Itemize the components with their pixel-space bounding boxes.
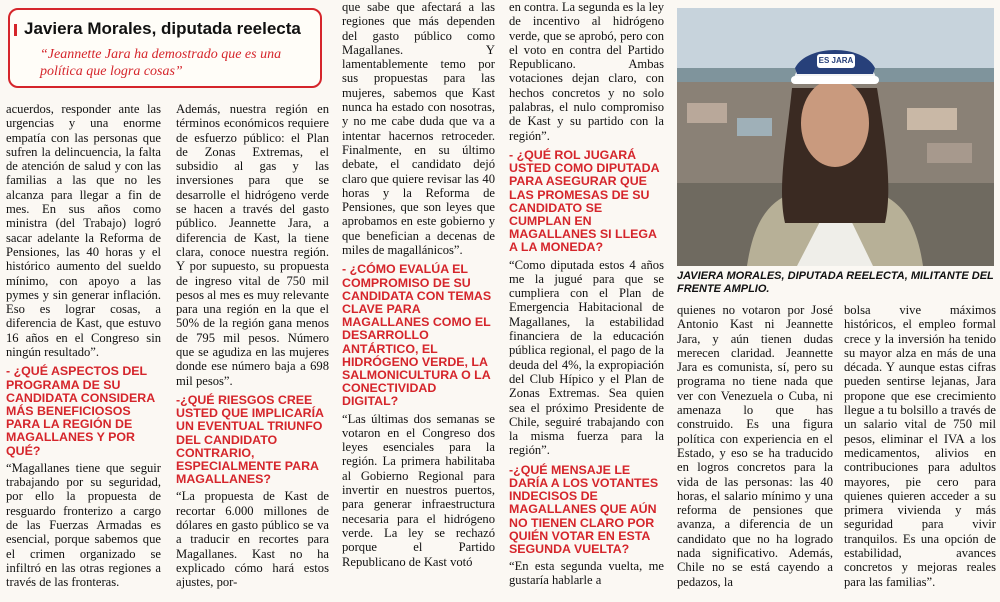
paragraph: “Como diputada estos 4 años me la jugué para que se cumpliera con el Plan de Emergencia Habitacional de Magallanes, la estabilidad financiera de la educación pública regional, el pago de la deuda del 4%, la expropiación del Club Hípico y el Plan de Zonas Extremas. Sea quien sea el próximo Presidente de Chile, seguiré trabajando con la misma fuerza para la región”. [509,257,664,458]
portrait-illustration [677,8,994,266]
paragraph: bolsa vive máximos históricos, el empleo formal crece y la inversión ha tenido su mayor alza en más de una década. Y aunque estas cifras pueden sentirse lejanas, Jara propone que ese crecimiento llegue a tu bolsillo a través de un salario vital de 750 mil pesos, eliminar el IVA a los medicamentos, alivios en contribuciones para adultos mayores, pie cero para quienes quieren acceder a su primera vivienda y más seguridad para vivir tranquilos. Es una opción de estabilidad, avances concretos y mejoras reales para las familias”. [844,303,996,589]
article-column-2 [176,102,329,591]
paragraph: quienes no votaron por José Antonio Kast ni Jeannette Jara, y aún tienen dudas merecen claridad. Jeannette Jara es comunista, sí, pero su programa no tiene nada que ver con Venezuela o Cuba, ni amenaza lo que has construido. Es una figura política con experiencia en el Estado, y eso se ha traducido en logros concretos para la vida de las personas: las 40 horas, el salario mínimo y una reforma de pensiones que avanza, a diferencia de un candidato que no ha logrado nada significativo. Además, Chile no se está cayendo a pedazos, la [677,303,833,589]
article-column-4 [509,0,664,590]
interview-question: - ¿QUÉ ASPECTOS DEL PROGRAMA DE SU CANDIDATA CONSIDERA MÁS BENEFICIOSOS PARA LA REGIÓN DE MAGALLANES Y POR QUÉ? [6,364,155,458]
article-column-3 [342,0,495,571]
paragraph: acuerdos, responder ante las urgencias y una enorme empatía con las personas que sufren la delincuencia, la falta de atención de salud y con las familias a las que no les alcanza para llegar a fin de mes. En sus años como ministra (del Trabajo) logró sacar adelante la Reforma de Pensiones, las 40 horas y el histórico aumento del sueldo mínimo, con apoyo a las pymes y sin generar inflación. Eso es lograr cosas, a diferencia de Kast, que estuvo 16 años en el Congreso sin ningún resultado”. [6,102,161,360]
photo-caption: JAVIERA MORALES, DIPUTADA REELECTA, MILITANTE DEL FRENTE AMPLIO. [677,270,994,295]
headline-title: Javiera Morales, diputada reelecta [24,19,301,38]
interview-question: -¿QUÉ RIESGOS CREE USTED QUE IMPLICARÍA UN EVENTUAL TRIUNFO DEL CANDIDATO CONTRARIO, ESPECIALMENTE PARA MAGALLANES? [176,392,324,487]
cap-text: ES JARA [818,56,854,65]
paragraph: “En esta segunda vuelta, me gustaría hablarle a [509,559,664,588]
paragraph: “La propuesta de Kast de recortar 6.000 millones de dólares en gasto público se va a traducir en recortes para Magallanes. Kast no ha explicado cómo hará estos ajustes, por- [176,489,329,590]
interview-question: - ¿CÓMO EVALÚA EL COMPROMISO DE SU CANDIDATA CON TEMAS CLAVE PARA MAGALLANES COMO EL DESARROLLO ANTÁRTICO, EL HIDRÓGENO VERDE, LA SALMONICULTURA O LA CONECTIVIDAD DIGITAL? [342,262,492,409]
interview-question: -¿QUÉ MENSAJE LE DARÍA A LOS VOTANTES INDECISOS DE MAGALLANES QUE AÚN NO TIENEN CLARO POR QUIÉN VOTAR EN ESTA SEGUNDA VUELTA? [509,462,659,556]
portrait-photo [677,8,994,266]
headline-box [8,8,322,88]
article-column-1 [6,102,161,591]
paragraph: en contra. La segunda es la ley de incentivo al hidrógeno verde, que se aprobó, pero con el voto en contra del Partido Republicano. Ambas votaciones dejan claro, con hechos concretos y no solo palabras, el nulo compromiso de Kast y su partido con la región”. [509,0,664,143]
paragraph: “Magallanes tiene que seguir trabajando por su seguridad, por ello la propuesta de resguardo fronterizo a cargo de las Fuerzas Armadas es esencial, porque sabemos que el crimen organizado se infiltró en las otras regiones a través de las fronteras. [6,460,161,590]
article-column-5 [677,303,833,591]
interview-question: - ¿QUÉ ROL JUGARÁ USTED COMO DIPUTADA PARA ASEGURAR QUE LAS PROMESAS DE SU CANDIDATO SE CUMPLAN EN MAGALLANES SI LLEGA A LA MONEDA? [509,147,660,255]
headline-quote: “Jeannette Jara ha demostrado que es una política que logra cosas” [40,47,282,79]
paragraph: que sabe que afectará a las regiones que más dependen del gasto público como Magallanes. Y lamentablemente temo por sus propuestas para las mujeres, sabemos que Kast nunca ha estado con nosotras, y no me cabe duda que va a intentar hacernos retroceder. Finalmente, en su último debate, el candidato dejó claro que quiere revisar las 40 horas y la Reforma de Pensiones, que son leyes que aprobamos en este gobierno y que benefician a decenas de miles de magallánicos”. [342,0,495,258]
headline-accent-bar [14,24,17,36]
paragraph: Además, nuestra región en términos económicos requiere de esfuerzo público: el Plan de Zonas Extremas, el subsidio al gas y las inversiones para que se desarrolle el hidrógeno verde se hacen a través del gasto público. Jeannette Jara, a diferencia de Kast, la tiene clara, conoce nuestra región. Y por supuesto, su propuesta de ingreso vital de 750 mil pesos al mes es muy relevante para una región en la que el 50% de la región gana menos de 795 mil pesos. Número que se agudiza en las mujeres donde ese número baja a 698 mil pesos”. [176,102,329,388]
article-column-6 [844,303,996,591]
paragraph: “Las últimas dos semanas se votaron en el Congreso dos leyes esenciales para la región. La primera habilitaba al Gobierno Regional para invertir en nuestros puertos, para generar infraestructura necesaria para el hidrógeno verde. La ley se rechazó porque el Partido Republicano de Kast votó [342,411,495,569]
